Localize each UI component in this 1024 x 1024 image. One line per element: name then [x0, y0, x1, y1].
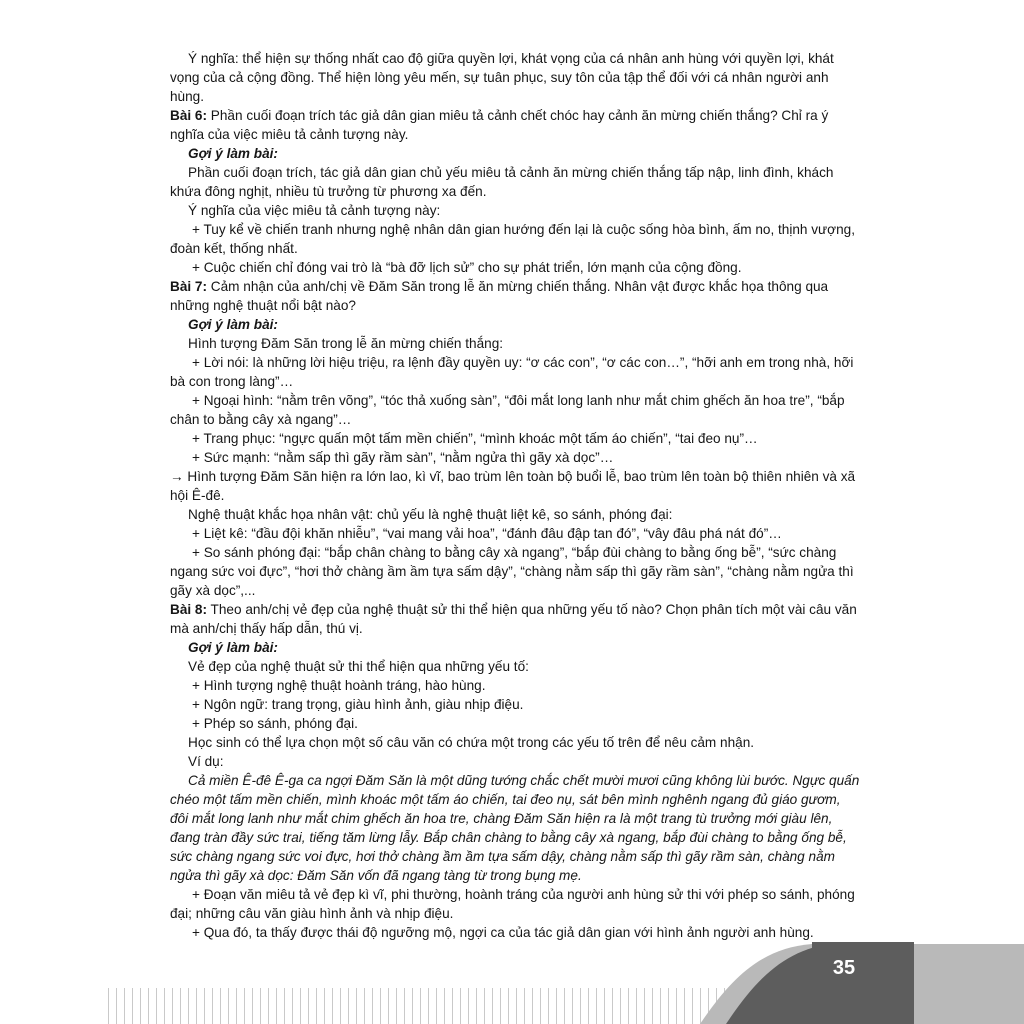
bullet-item: + Ngôn ngữ: trang trọng, giàu hình ảnh, giàu nhịp điệu. — [192, 697, 524, 712]
question-bai-8 — [170, 600, 860, 638]
paragraph: Học sinh có thể lựa chọn một số câu văn có chứa một trong các yếu tố trên để nêu cảm nhận. — [188, 735, 755, 750]
bullet-item: + Cuộc chiến chỉ đóng vai trò là “bà đỡ lịch sử” cho sự phát triển, lớn mạnh của cộng đồng. — [192, 260, 742, 275]
paragraph: Hình tượng Đăm Săn trong lễ ăn mừng chiến thắng: — [188, 336, 504, 351]
page-number: 35 — [832, 957, 856, 979]
paragraph: Ví dụ: — [188, 754, 224, 769]
page-corner-wave — [700, 940, 1024, 1024]
hint-heading: Gợi ý làm bài: — [188, 146, 278, 161]
bullet-item: + Lời nói: là những lời hiệu triệu, ra lệnh đầy quyền uy: “ơ các con”, “ơ các con…”, “hỡi anh em trong nhà, hỡi bà con trong làng”… — [170, 355, 854, 389]
bullet-item: + Liệt kê: “đầu đội khăn nhiễu”, “vai mang vải hoa”, “đánh đâu đập tan đó”, “vây đâu phá nát đó”… — [192, 526, 782, 541]
question-label: Bài 8: — [170, 602, 208, 617]
paragraph: Ý nghĩa của việc miêu tả cảnh tượng này: — [188, 203, 441, 218]
example-quote: Cả miền Ê-đê Ê-ga ca ngợi Đăm Săn là một dũng tướng chắc chết mười mươi cũng không lùi bước. Ngực quấn chéo một tấm mền chiến, mình khoác một tấm áo chiến, tai đeo nụ, sát bên mình nghênh ngang đủ giáo gươm, đôi mắt long lanh như mắt chim ghếch ăn hoa tre, chàng Đăm Săn hiện ra là một trang tù trưởng mới giàu lên, đang tràn đầy sức trai, tiếng tăm lừng lẫy. Bắp chân chàng to bằng cây xà ngang, bắp đùi chàng to bằng ống bễ, sức chàng ngang sức voi đực, hơi thở chàng ầm ầm tựa sấm dậy, chàng nằm sấp thì gãy rầm sàn, chàng nằm ngửa thì gãy xà dọc: Đăm Săn vốn đã ngang tàng từ trong bụng mẹ. — [170, 773, 860, 883]
hint-heading: Gợi ý làm bài: — [188, 317, 278, 332]
question-bai-6 — [170, 106, 860, 144]
bullet-item: + Trang phục: “ngực quấn một tấm mền chiến”, “mình khoác một tấm áo chiến”, “tai đeo nụ”… — [192, 431, 758, 446]
question-text: Phần cuối đoạn trích tác giả dân gian miêu tả cảnh chết chóc hay cảnh ăn mừng chiến thắng? Chỉ ra ý nghĩa của việc miêu tả cảnh tượng này. — [170, 108, 829, 142]
footer-stripes — [108, 988, 748, 1024]
bullet-item: + Đoạn văn miêu tả vẻ đẹp kì vĩ, phi thường, hoành tráng của người anh hùng sử thi với phép so sánh, phóng đại; những câu văn giàu hình ảnh và nhịp điệu. — [170, 887, 855, 921]
page-body — [170, 49, 860, 942]
question-text: Theo anh/chị vẻ đẹp của nghệ thuật sử thi thể hiện qua những yếu tố nào? Chọn phân tích một vài câu văn mà anh/chị thấy hấp dẫn, thú vị. — [170, 602, 857, 636]
bullet-item: + Tuy kể về chiến tranh nhưng nghệ nhân dân gian hướng đến lại là cuộc sống hòa bình, ấm no, thịnh vượng, đoàn kết, thống nhất. — [170, 222, 855, 256]
page-number-panel — [812, 942, 914, 1024]
bullet-item: + Hình tượng nghệ thuật hoành tráng, hào hùng. — [192, 678, 486, 693]
question-label: Bài 7: — [170, 279, 208, 294]
bullet-item: + Sức mạnh: “nằm sấp thì gãy rầm sàn”, “nằm ngửa thì gãy xà dọc”… — [192, 450, 614, 465]
paragraph: Nghệ thuật khắc họa nhân vật: chủ yếu là nghệ thuật liệt kê, so sánh, phóng đại: — [188, 507, 673, 522]
paragraph: Vẻ đẹp của nghệ thuật sử thi thể hiện qua những yếu tố: — [188, 659, 529, 674]
bullet-item: + Ngoại hình: “nằm trên võng”, “tóc thả xuống sàn”, “đôi mắt long lanh như mắt chim ghếch ăn hoa tre”, “bắp chân to bằng cây xà ngang”… — [170, 393, 845, 427]
question-bai-7 — [170, 277, 860, 315]
paragraph: Ý nghĩa: thể hiện sự thống nhất cao độ giữa quyền lợi, khát vọng của cá nhân anh hùng với quyền lợi, khát vọng của cả cộng đồng. Thể hiện lòng yêu mến, sự tuân phục, suy tôn của tập thể đối với cá nhân người anh hùng. — [170, 51, 834, 104]
question-label: Bài 6: — [170, 108, 208, 123]
conclusion: → Hình tượng Đăm Săn hiện ra lớn lao, kì vĩ, bao trùm lên toàn bộ buổi lễ, bao trùm lên toàn bộ thiên nhiên và xã hội Ê-đê. — [170, 469, 856, 503]
bullet-item: + Qua đó, ta thấy được thái độ ngưỡng mộ, ngợi ca của tác giả dân gian với hình ảnh người anh hùng. — [192, 925, 814, 940]
hint-heading: Gợi ý làm bài: — [188, 640, 278, 655]
paragraph: Phần cuối đoạn trích, tác giả dân gian chủ yếu miêu tả cảnh ăn mừng chiến thắng tấp nập, linh đình, khách khứa đông nghịt, nhiều tù trưởng từ phương xa đến. — [170, 165, 834, 199]
question-text: Cảm nhận của anh/chị về Đăm Săn trong lễ ăn mừng chiến thắng. Nhân vật được khắc họa thông qua những nghệ thuật nổi bật nào? — [170, 279, 829, 313]
bullet-item: + Phép so sánh, phóng đại. — [192, 716, 358, 731]
bullet-item: + So sánh phóng đại: “bắp chân chàng to bằng cây xà ngang”, “bắp đùi chàng to bằng ống bễ”, “sức chàng ngang sức voi đực”, “hơi thở chàng ầm ầm tựa sấm dậy”, “chàng nằm sấp thì gãy rầm sàn”, “chàng nằm ngửa thì gãy xà dọc”,... — [170, 545, 854, 598]
